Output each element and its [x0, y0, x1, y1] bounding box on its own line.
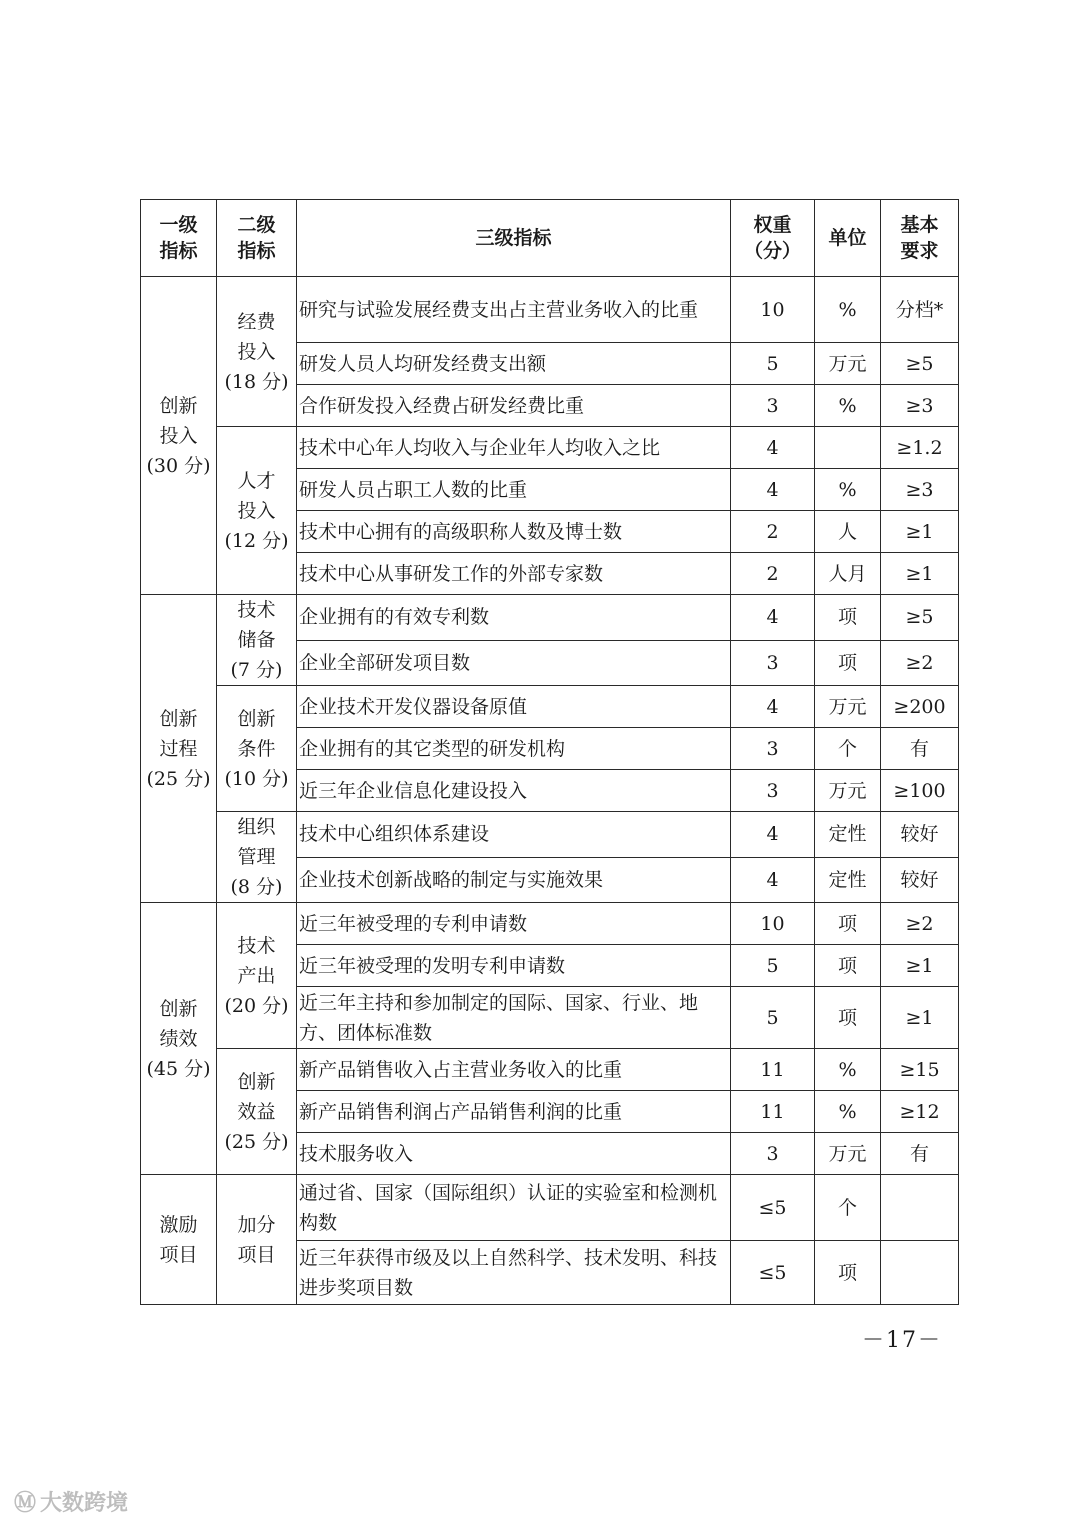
level3-indicator: 技术中心从事研发工作的外部专家数 [297, 553, 731, 595]
weight-cell: 2 [731, 553, 815, 595]
requirement-cell: ≥1.2 [881, 427, 959, 469]
watermark-logo-icon: Ⓜ [14, 1491, 37, 1516]
unit-cell: % [815, 469, 881, 511]
unit-cell: 万元 [815, 770, 881, 812]
weight-cell: ≤5 [731, 1241, 815, 1305]
weight-cell: 4 [731, 686, 815, 728]
requirement-cell: 较好 [881, 812, 959, 858]
requirement-cell: ≥5 [881, 595, 959, 641]
header-level2: 二级 指标 [217, 200, 297, 277]
requirement-cell: ≥3 [881, 469, 959, 511]
requirement-cell: 分档* [881, 277, 959, 343]
unit-cell: 人月 [815, 553, 881, 595]
unit-cell: 万元 [815, 343, 881, 385]
level3-indicator: 企业全部研发项目数 [297, 640, 731, 686]
unit-cell: 项 [815, 640, 881, 686]
requirement-cell: ≥200 [881, 686, 959, 728]
weight-cell: 3 [731, 728, 815, 770]
table-body [141, 277, 959, 1305]
unit-cell: 人 [815, 511, 881, 553]
level2-indicator: 加分 项目 [217, 1175, 297, 1305]
requirement-cell: 有 [881, 1133, 959, 1175]
table-row [141, 595, 959, 641]
weight-cell: 4 [731, 812, 815, 858]
level2-indicator: 创新 条件 (10 分) [217, 686, 297, 812]
requirement-cell: ≥1 [881, 553, 959, 595]
unit-cell: % [815, 277, 881, 343]
level3-indicator: 企业技术创新战略的制定与实施效果 [297, 857, 731, 903]
weight-cell: 3 [731, 770, 815, 812]
requirement-cell: ≥100 [881, 770, 959, 812]
header-row [141, 200, 959, 277]
level3-indicator: 技术服务收入 [297, 1133, 731, 1175]
requirement-cell [881, 1241, 959, 1305]
level3-indicator: 通过省、国家（国际组织）认证的实验室和检测机构数 [297, 1175, 731, 1241]
weight-cell: 4 [731, 857, 815, 903]
weight-cell: 4 [731, 427, 815, 469]
table-row [141, 1049, 959, 1091]
requirement-cell: ≥2 [881, 640, 959, 686]
level3-indicator: 合作研发投入经费占研发经费比重 [297, 385, 731, 427]
unit-cell: % [815, 1091, 881, 1133]
requirement-cell: ≥5 [881, 343, 959, 385]
requirement-cell: ≥1 [881, 511, 959, 553]
level3-indicator: 新产品销售利润占产品销售利润的比重 [297, 1091, 731, 1133]
unit-cell: 项 [815, 595, 881, 641]
weight-cell: 4 [731, 595, 815, 641]
unit-cell: % [815, 1049, 881, 1091]
level2-indicator: 经费 投入 (18 分) [217, 277, 297, 427]
table-row [141, 1175, 959, 1241]
table-row [141, 812, 959, 858]
unit-cell: 项 [815, 987, 881, 1049]
weight-cell: 2 [731, 511, 815, 553]
table-row [141, 686, 959, 728]
level3-indicator: 新产品销售收入占主营业务收入的比重 [297, 1049, 731, 1091]
page-number: －17－ [862, 1328, 942, 1353]
header-requirement: 基本 要求 [881, 200, 959, 277]
level2-indicator: 创新 效益 (25 分) [217, 1049, 297, 1175]
weight-cell: 4 [731, 469, 815, 511]
unit-cell: 万元 [815, 686, 881, 728]
level3-indicator: 研究与试验发展经费支出占主营业务收入的比重 [297, 277, 731, 343]
unit-cell: % [815, 385, 881, 427]
weight-cell: 5 [731, 343, 815, 385]
unit-cell [815, 427, 881, 469]
indicator-table [140, 199, 959, 1305]
requirement-cell: 较好 [881, 857, 959, 903]
unit-cell: 定性 [815, 812, 881, 858]
unit-cell: 万元 [815, 1133, 881, 1175]
level2-indicator: 技术 产出 (20 分) [217, 903, 297, 1049]
table-row [141, 277, 959, 343]
level3-indicator: 研发人员人均研发经费支出额 [297, 343, 731, 385]
weight-cell: 11 [731, 1049, 815, 1091]
level1-indicator: 激励 项目 [141, 1175, 217, 1305]
weight-cell: 5 [731, 987, 815, 1049]
watermark-text: 大数跨境 [40, 1491, 129, 1516]
table-row [141, 427, 959, 469]
level3-indicator: 近三年企业信息化建设投入 [297, 770, 731, 812]
requirement-cell: ≥1 [881, 945, 959, 987]
requirement-cell: ≥2 [881, 903, 959, 945]
weight-cell: 11 [731, 1091, 815, 1133]
level3-indicator: 企业拥有的有效专利数 [297, 595, 731, 641]
level1-indicator: 创新 过程 (25 分) [141, 595, 217, 903]
level3-indicator: 近三年主持和参加制定的国际、国家、行业、地方、团体标准数 [297, 987, 731, 1049]
level3-indicator: 近三年被受理的发明专利申请数 [297, 945, 731, 987]
watermark [14, 1486, 128, 1517]
weight-cell: 3 [731, 385, 815, 427]
unit-cell: 个 [815, 728, 881, 770]
requirement-cell [881, 1175, 959, 1241]
level1-indicator: 创新 投入 (30 分) [141, 277, 217, 595]
level3-indicator: 近三年获得市级及以上自然科学、技术发明、科技进步奖项目数 [297, 1241, 731, 1305]
header-unit: 单位 [815, 200, 881, 277]
weight-cell: 5 [731, 945, 815, 987]
requirement-cell: 有 [881, 728, 959, 770]
unit-cell: 项 [815, 1241, 881, 1305]
level3-indicator: 技术中心拥有的高级职称人数及博士数 [297, 511, 731, 553]
requirement-cell: ≥15 [881, 1049, 959, 1091]
weight-cell: 3 [731, 640, 815, 686]
unit-cell: 定性 [815, 857, 881, 903]
level3-indicator: 技术中心组织体系建设 [297, 812, 731, 858]
unit-cell: 项 [815, 945, 881, 987]
table-row [141, 903, 959, 945]
requirement-cell: ≥3 [881, 385, 959, 427]
requirement-cell: ≥1 [881, 987, 959, 1049]
header-weight: 权重 （分） [731, 200, 815, 277]
level3-indicator: 研发人员占职工人数的比重 [297, 469, 731, 511]
level1-indicator: 创新 绩效 (45 分) [141, 903, 217, 1175]
level3-indicator: 企业拥有的其它类型的研发机构 [297, 728, 731, 770]
level3-indicator: 企业技术开发仪器设备原值 [297, 686, 731, 728]
level3-indicator: 近三年被受理的专利申请数 [297, 903, 731, 945]
level2-indicator: 技术 储备 (7 分) [217, 595, 297, 686]
weight-cell: 10 [731, 277, 815, 343]
weight-cell: 3 [731, 1133, 815, 1175]
level3-indicator: 技术中心年人均收入与企业年人均收入之比 [297, 427, 731, 469]
header-level1: 一级 指标 [141, 200, 217, 277]
header-level3: 三级指标 [297, 200, 731, 277]
weight-cell: 10 [731, 903, 815, 945]
weight-cell: ≤5 [731, 1175, 815, 1241]
level2-indicator: 组织 管理 (8 分) [217, 812, 297, 903]
requirement-cell: ≥12 [881, 1091, 959, 1133]
level2-indicator: 人才 投入 (12 分) [217, 427, 297, 595]
unit-cell: 项 [815, 903, 881, 945]
unit-cell: 个 [815, 1175, 881, 1241]
